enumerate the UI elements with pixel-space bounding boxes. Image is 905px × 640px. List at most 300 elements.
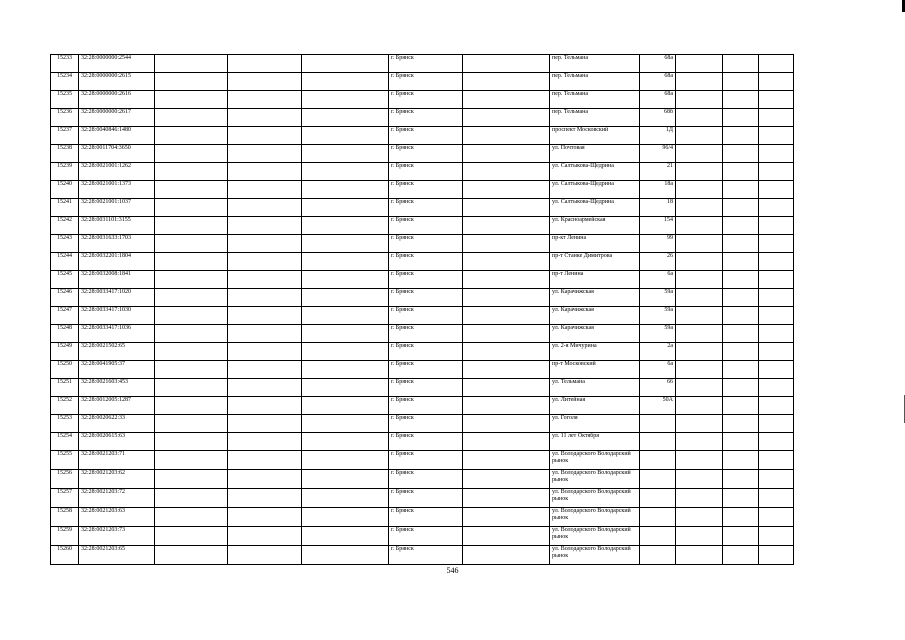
cell-row-number: 15255 [51, 451, 79, 470]
cell-empty [463, 379, 550, 397]
cell-house: 50А [640, 397, 676, 415]
cell-street: ул. Володарского Володарский рынок [550, 527, 640, 546]
cell-empty [228, 271, 302, 289]
cell-street: ул. Карачижская [550, 325, 640, 343]
cell-house: 6а [640, 361, 676, 379]
cell-house: 96/4 [640, 145, 676, 163]
cell-empty [723, 271, 759, 289]
cell-empty [302, 55, 389, 73]
cell-row-number: 15237 [51, 127, 79, 145]
cell-empty [759, 379, 794, 397]
cell-cadastre-number: 32:28:0033417:1020 [79, 289, 155, 307]
cell-empty [463, 361, 550, 379]
cell-empty [228, 127, 302, 145]
cell-empty [723, 470, 759, 489]
cell-cadastre-number: 32:28:0031101:3155 [79, 217, 155, 235]
table-row [51, 307, 794, 325]
cell-empty [723, 181, 759, 199]
table-row [51, 235, 794, 253]
cell-empty [723, 199, 759, 217]
cell-empty [463, 415, 550, 433]
cell-empty [463, 127, 550, 145]
cell-empty [759, 127, 794, 145]
cell-street: ул. Володарского Володарский рынок [550, 470, 640, 489]
cell-city: г. Брянск [389, 181, 463, 199]
cell-empty [723, 55, 759, 73]
cell-row-number: 15260 [51, 546, 79, 565]
cell-empty [759, 397, 794, 415]
cell-city: г. Брянск [389, 361, 463, 379]
cell-row-number: 15233 [51, 55, 79, 73]
cell-house [640, 451, 676, 470]
table-row [51, 379, 794, 397]
cell-empty [723, 217, 759, 235]
cell-empty [228, 55, 302, 73]
cell-city: г. Брянск [389, 527, 463, 546]
cell-empty [228, 527, 302, 546]
cell-empty [228, 199, 302, 217]
cell-empty [723, 343, 759, 361]
cell-empty [155, 307, 228, 325]
cell-street: ул. Володарского Володарский рынок [550, 546, 640, 565]
cell-city: г. Брянск [389, 470, 463, 489]
cell-cadastre-number: 32:28:0000000:2615 [79, 73, 155, 91]
cell-house: 66 [640, 379, 676, 397]
cell-empty [228, 235, 302, 253]
cell-empty [759, 307, 794, 325]
cell-house: 6а [640, 271, 676, 289]
cell-cadastre-number: 32:28:0021603:453 [79, 379, 155, 397]
cell-empty [723, 508, 759, 527]
cell-empty [228, 253, 302, 271]
cell-empty [723, 127, 759, 145]
cell-street: ул. Карачижская [550, 307, 640, 325]
cell-empty [463, 433, 550, 451]
cell-empty [228, 546, 302, 565]
cell-cadastre-number: 32:28:0040846:1480 [79, 127, 155, 145]
cell-empty [302, 470, 389, 489]
cell-empty [155, 415, 228, 433]
cell-cadastre-number: 32:28:0021203:73 [79, 527, 155, 546]
table-row [51, 55, 794, 73]
table-row [51, 343, 794, 361]
cell-city: г. Брянск [389, 546, 463, 565]
cell-empty [463, 508, 550, 527]
cell-empty [228, 343, 302, 361]
cell-empty [155, 181, 228, 199]
cell-empty [723, 379, 759, 397]
cell-house: 18а [640, 181, 676, 199]
cell-empty [228, 73, 302, 91]
cell-empty [155, 508, 228, 527]
cell-house: 2а [640, 343, 676, 361]
cell-city: г. Брянск [389, 109, 463, 127]
cell-empty [676, 73, 723, 91]
cell-empty [676, 163, 723, 181]
cell-empty [463, 527, 550, 546]
cell-empty [676, 217, 723, 235]
cell-empty [228, 289, 302, 307]
cell-empty [759, 470, 794, 489]
cell-empty [228, 433, 302, 451]
cell-empty [676, 109, 723, 127]
cell-city: г. Брянск [389, 127, 463, 145]
cell-street: ул. Володарского Володарский рынок [550, 508, 640, 527]
cell-city: г. Брянск [389, 343, 463, 361]
cell-row-number: 15248 [51, 325, 79, 343]
cell-empty [155, 127, 228, 145]
cell-empty [759, 527, 794, 546]
cell-empty [759, 361, 794, 379]
cell-street: ул. 2-я Мичурина [550, 343, 640, 361]
cell-city: г. Брянск [389, 489, 463, 508]
cell-empty [302, 109, 389, 127]
cell-empty [463, 199, 550, 217]
cell-empty [302, 307, 389, 325]
cell-row-number: 15240 [51, 181, 79, 199]
cell-empty [302, 289, 389, 307]
cell-empty [302, 433, 389, 451]
cell-empty [723, 145, 759, 163]
cell-house [640, 415, 676, 433]
cell-street: пр-кт Ленина [550, 235, 640, 253]
cell-empty [723, 253, 759, 271]
cell-cadastre-number: 32:28:0041905:37 [79, 361, 155, 379]
cell-empty [759, 546, 794, 565]
cell-empty [676, 127, 723, 145]
cell-empty [676, 271, 723, 289]
table-row [51, 325, 794, 343]
cell-empty [759, 289, 794, 307]
cell-row-number: 15259 [51, 527, 79, 546]
cell-row-number: 15251 [51, 379, 79, 397]
cell-empty [155, 433, 228, 451]
cell-empty [155, 470, 228, 489]
cell-city: г. Брянск [389, 253, 463, 271]
cell-empty [463, 289, 550, 307]
cell-empty [302, 235, 389, 253]
cell-house: 154 [640, 217, 676, 235]
cell-empty [228, 307, 302, 325]
page-number: 546 [446, 566, 459, 575]
cell-empty [228, 181, 302, 199]
cell-empty [759, 253, 794, 271]
table-row [51, 163, 794, 181]
cell-empty [302, 181, 389, 199]
cell-empty [155, 163, 228, 181]
table-row [51, 181, 794, 199]
table-row [51, 127, 794, 145]
cell-empty [759, 163, 794, 181]
cell-empty [723, 489, 759, 508]
cell-empty [302, 217, 389, 235]
cell-empty [155, 271, 228, 289]
cell-house: 59а [640, 325, 676, 343]
table-row [51, 145, 794, 163]
cell-house: 68а [640, 73, 676, 91]
cell-row-number: 15256 [51, 470, 79, 489]
cell-cadastre-number: 32:28:0031633:1703 [79, 235, 155, 253]
cell-street: ул. Карачижская [550, 289, 640, 307]
cell-empty [155, 361, 228, 379]
cell-empty [676, 470, 723, 489]
cell-empty [759, 433, 794, 451]
cell-empty [228, 508, 302, 527]
cell-row-number: 15239 [51, 163, 79, 181]
cell-row-number: 15235 [51, 91, 79, 109]
cell-empty [676, 343, 723, 361]
table-row [51, 489, 794, 508]
cell-empty [759, 415, 794, 433]
cell-city: г. Брянск [389, 145, 463, 163]
cell-empty [463, 325, 550, 343]
cell-street: пер. Тельмана [550, 55, 640, 73]
cell-empty [723, 361, 759, 379]
cell-empty [302, 73, 389, 91]
cell-empty [302, 325, 389, 343]
cell-row-number: 15241 [51, 199, 79, 217]
cell-empty [228, 163, 302, 181]
cell-empty [676, 253, 723, 271]
cell-city: г. Брянск [389, 91, 463, 109]
cell-empty [723, 397, 759, 415]
cell-city: г. Брянск [389, 235, 463, 253]
cell-empty [302, 127, 389, 145]
cell-empty [228, 379, 302, 397]
cell-empty [759, 181, 794, 199]
cell-empty [759, 199, 794, 217]
cell-empty [463, 470, 550, 489]
cell-street: ул. Литейная [550, 397, 640, 415]
cell-empty [676, 508, 723, 527]
cell-house: 1Д [640, 127, 676, 145]
cell-cadastre-number: 32:28:0000000:2616 [79, 91, 155, 109]
cell-empty [302, 361, 389, 379]
cell-cadastre-number: 32:28:0033417:1030 [79, 307, 155, 325]
cell-row-number: 15258 [51, 508, 79, 527]
cell-street: ул. Красноармейская [550, 217, 640, 235]
cell-empty [302, 415, 389, 433]
cell-empty [676, 397, 723, 415]
cell-house [640, 489, 676, 508]
cell-empty [302, 253, 389, 271]
cell-street: ул. Гоголя [550, 415, 640, 433]
cell-house [640, 433, 676, 451]
cell-street: пер. Тельмана [550, 109, 640, 127]
cell-house [640, 527, 676, 546]
cell-empty [676, 415, 723, 433]
cell-street: ул. Салтыкова-Щедрина [550, 181, 640, 199]
cell-city: г. Брянск [389, 397, 463, 415]
cell-empty [723, 91, 759, 109]
cell-street: ул. 11 лет Октября [550, 433, 640, 451]
cell-empty [759, 235, 794, 253]
cell-house [640, 508, 676, 527]
cell-empty [228, 217, 302, 235]
cell-city: г. Брянск [389, 271, 463, 289]
cell-empty [228, 470, 302, 489]
cell-empty [676, 235, 723, 253]
cell-empty [723, 289, 759, 307]
cell-empty [759, 508, 794, 527]
cell-house: 18 [640, 199, 676, 217]
cell-empty [302, 489, 389, 508]
cell-empty [302, 527, 389, 546]
cell-empty [155, 145, 228, 163]
cell-empty [676, 145, 723, 163]
cell-row-number: 15238 [51, 145, 79, 163]
cell-row-number: 15249 [51, 343, 79, 361]
cell-house: 99 [640, 235, 676, 253]
cell-cadastre-number: 32:28:0033417:1036 [79, 325, 155, 343]
cell-house [640, 546, 676, 565]
cell-empty [759, 91, 794, 109]
table-row [51, 397, 794, 415]
cell-empty [723, 325, 759, 343]
cell-empty [302, 163, 389, 181]
cell-empty [463, 181, 550, 199]
cell-empty [723, 433, 759, 451]
cell-row-number: 15244 [51, 253, 79, 271]
cell-empty [155, 379, 228, 397]
cell-street: ул. Салтыкова-Щедрина [550, 199, 640, 217]
table-row [51, 91, 794, 109]
cell-city: г. Брянск [389, 307, 463, 325]
cell-empty [759, 217, 794, 235]
cell-empty [155, 235, 228, 253]
cell-empty [155, 451, 228, 470]
cell-street: проспект Московский [550, 127, 640, 145]
cell-empty [676, 325, 723, 343]
cell-empty [228, 489, 302, 508]
table-row [51, 73, 794, 91]
cell-empty [155, 199, 228, 217]
cell-empty [723, 73, 759, 91]
cell-house: 21 [640, 163, 676, 181]
cell-house: 68а [640, 55, 676, 73]
cell-empty [228, 325, 302, 343]
cell-empty [463, 546, 550, 565]
cell-empty [723, 307, 759, 325]
cell-empty [676, 379, 723, 397]
cell-house: 68б [640, 109, 676, 127]
table-row [51, 508, 794, 527]
registry-table [50, 54, 794, 565]
cell-city: г. Брянск [389, 217, 463, 235]
cell-row-number: 15247 [51, 307, 79, 325]
cell-house: 26 [640, 253, 676, 271]
cell-cadastre-number: 32:28:0021001:1373 [79, 181, 155, 199]
cell-empty [228, 91, 302, 109]
cell-empty [676, 307, 723, 325]
cell-house: 59а [640, 289, 676, 307]
cell-empty [228, 361, 302, 379]
table-row [51, 546, 794, 565]
cell-empty [759, 145, 794, 163]
cell-row-number: 15252 [51, 397, 79, 415]
cell-empty [463, 451, 550, 470]
cell-row-number: 15242 [51, 217, 79, 235]
cell-empty [155, 289, 228, 307]
cell-city: г. Брянск [389, 325, 463, 343]
cell-empty [155, 325, 228, 343]
cell-empty [463, 163, 550, 181]
cell-row-number: 15253 [51, 415, 79, 433]
cell-row-number: 15254 [51, 433, 79, 451]
cell-empty [155, 91, 228, 109]
cell-empty [302, 379, 389, 397]
cell-row-number: 15246 [51, 289, 79, 307]
cell-empty [302, 91, 389, 109]
cell-empty [463, 271, 550, 289]
cell-empty [759, 343, 794, 361]
table-body [51, 55, 794, 565]
cell-empty [676, 546, 723, 565]
cell-row-number: 15236 [51, 109, 79, 127]
cell-city: г. Брянск [389, 379, 463, 397]
cell-empty [302, 508, 389, 527]
cell-empty [155, 546, 228, 565]
cell-empty [228, 451, 302, 470]
table-row [51, 361, 794, 379]
cell-empty [155, 217, 228, 235]
cell-empty [759, 271, 794, 289]
cell-empty [759, 451, 794, 470]
cell-house [640, 470, 676, 489]
cell-empty [228, 145, 302, 163]
cell-cadastre-number: 32:28:0021203:72 [79, 489, 155, 508]
cell-row-number: 15257 [51, 489, 79, 508]
cell-city: г. Брянск [389, 163, 463, 181]
cell-city: г. Брянск [389, 55, 463, 73]
cell-empty [463, 109, 550, 127]
cell-empty [676, 199, 723, 217]
cell-empty [463, 55, 550, 73]
cell-empty [676, 361, 723, 379]
cell-cadastre-number: 32:28:0020615:63 [79, 433, 155, 451]
cell-street: ул. Почтовая [550, 145, 640, 163]
cell-empty [723, 235, 759, 253]
cell-empty [302, 199, 389, 217]
cell-street: ул. Салтыкова-Щедрина [550, 163, 640, 181]
cell-empty [463, 307, 550, 325]
table-row [51, 527, 794, 546]
cell-empty [463, 91, 550, 109]
cell-empty [723, 451, 759, 470]
cell-street: ул. Володарского Володарский рынок [550, 489, 640, 508]
cell-empty [155, 73, 228, 91]
cell-cadastre-number: 32:28:0021203:71 [79, 451, 155, 470]
cell-house: 68а [640, 91, 676, 109]
cell-house: 59а [640, 307, 676, 325]
table-row [51, 289, 794, 307]
cell-empty [463, 253, 550, 271]
cell-street: пер. Тельмана [550, 73, 640, 91]
cell-cadastre-number: 32:28:0021502:65 [79, 343, 155, 361]
cell-empty [302, 271, 389, 289]
cell-cadastre-number: 32:28:0020622:33 [79, 415, 155, 433]
table-row [51, 433, 794, 451]
cell-city: г. Брянск [389, 451, 463, 470]
cell-empty [676, 451, 723, 470]
cell-cadastre-number: 32:28:0021001:1037 [79, 199, 155, 217]
cell-street: пер. Тельмана [550, 91, 640, 109]
cell-empty [228, 415, 302, 433]
cell-empty [723, 415, 759, 433]
table-row [51, 415, 794, 433]
cell-cadastre-number: 32:28:0000000:2617 [79, 109, 155, 127]
cell-empty [723, 527, 759, 546]
